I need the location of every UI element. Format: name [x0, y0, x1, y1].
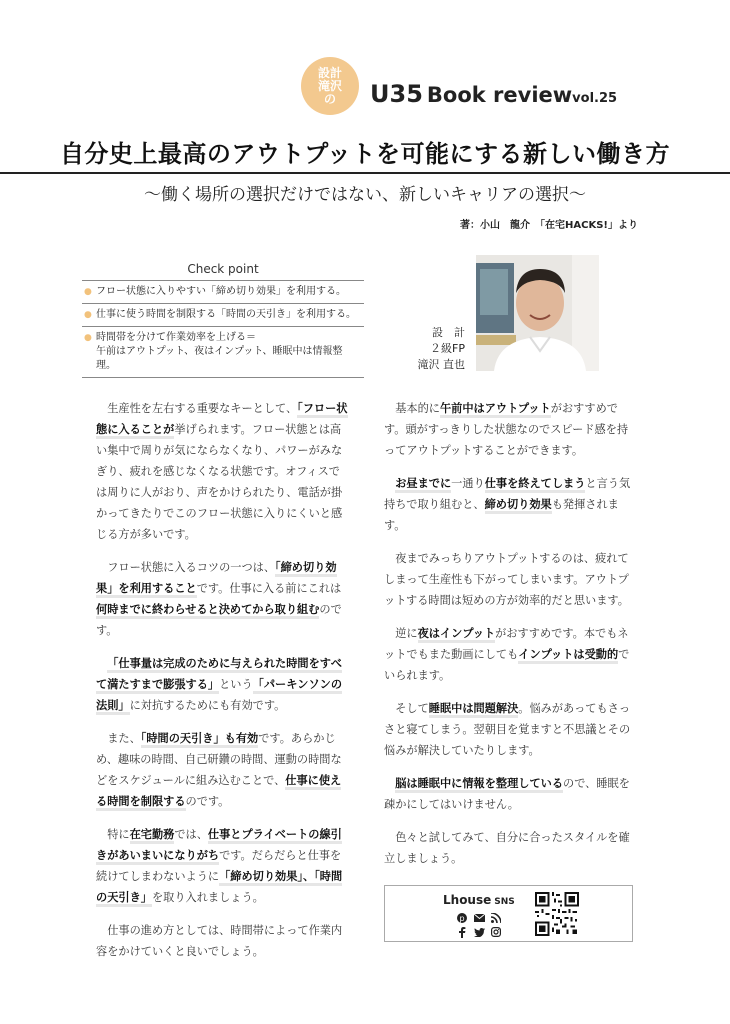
body-right-column	[384, 398, 636, 881]
body-left-column	[96, 398, 348, 974]
checkpoint-item-text: 時間帯を分けて作業効率を上げる＝	[96, 332, 256, 343]
author-name: 滝沢 直也	[417, 358, 465, 371]
svg-text:p: p	[459, 914, 465, 923]
pinterest-icon[interactable]	[455, 911, 469, 925]
checkpoint-item	[82, 304, 364, 327]
source-credit: 著：小山 龍介 「在宅HACKS!」より	[460, 220, 638, 231]
author-portrait-icon	[476, 255, 599, 371]
paragraph: お昼までに一通り仕事を終えてしまうと言う気持ちで取り組むと、締め切り効果も発揮されます。	[384, 477, 631, 532]
author-photo	[476, 255, 599, 371]
checkpoint-item-text: フロー状態に入りやすい「締め切り効果」を利用する。	[96, 286, 346, 297]
mail-icon[interactable]	[472, 911, 486, 925]
checkpoint-item	[82, 281, 364, 304]
author-role: 設 計	[432, 326, 465, 339]
paragraph: 夜までみっちりアウトプットするのは、疲れてしまって生産性も下がってしまいます。アウトプットする時間は短めの方が効率的だと思います。	[384, 552, 629, 607]
qr-code-icon[interactable]	[535, 892, 579, 936]
badge-line: 滝沢	[317, 78, 342, 93]
author-info	[415, 325, 465, 373]
paragraph: 「仕事量は完成のために与えられた時間をすべて満たすまで膨張する」という「パーキンソンの法則」に対抗するためにも有効です。	[96, 653, 348, 716]
sns-box	[384, 885, 633, 942]
author-qualification: ２級FP	[430, 342, 465, 355]
checkpoint-item	[82, 327, 364, 378]
paragraph: また、「時間の天引き」も有効です。あらかじめ、趣味の時間、自己研鑽の時間、運動の時間などをスケジュールに組み込むことで、仕事に使える時間を制限するのです。	[96, 728, 348, 812]
article-title: 自分史上最高のアウトプットを可能にする新しい働き方	[59, 140, 671, 168]
sns-icons	[455, 911, 503, 939]
paragraph: 基本的に午前中はアウトプットがおすすめです。頭がすっきりした状態なのでスピード感を持ってアウトプットすることができます。	[384, 402, 629, 457]
badge-line: 設計	[317, 65, 342, 80]
sns-title	[443, 893, 515, 907]
paragraph: そして睡眠中は問題解決。悩みがあってもさっさと寝てしまう。翌朝目を覚ますと不思議とその悩みが解決していたりします。	[384, 702, 631, 757]
paragraph: フロー状態に入るコツの一つは、「締め切り効果」を利用することです。仕事に入る前にこれは何時までに終わらせると決めてから取り組むのです。	[96, 561, 342, 637]
checkpoint-title: Check point	[187, 262, 259, 276]
rss-icon[interactable]	[489, 911, 503, 925]
paragraph: 色々と試してみて、自分に合ったスタイルを確立しましょう。	[384, 831, 630, 865]
instagram-icon[interactable]	[489, 925, 503, 939]
paragraph: 脳は睡眠中に情報を整理しているので、睡眠を疎かにしてはいけません。	[384, 777, 630, 811]
series-u35: U35	[370, 80, 423, 108]
series-volume: vol.25	[572, 91, 618, 106]
twitter-icon[interactable]	[472, 925, 486, 939]
paragraph: 生産性を左右する重要なキーとして、「フロー状態に入ることが挙げられます。フロー状態とは高い集中で周りが気にならなくなり、パワーがみなぎり、疲れを感じなくなる状態です。オフィスでは周りに人がおり、声をかけられたり、電話が掛かってきたりでこのフロー状態に入りにくいと感じる方が多いです。	[96, 402, 348, 541]
paragraph: 仕事の進め方としては、時間帯によって作業内容をかけていくと良いでしょう。	[96, 924, 343, 958]
series-title	[370, 80, 617, 108]
badge-line: の	[323, 91, 336, 106]
paragraph: 特に在宅勤務では、仕事とプライベートの線引きがあいまいになりがちです。だらだらと仕事を続けてしまわないように「締め切り効果」、「時間の天引き」を取り入れましょう。	[96, 824, 348, 908]
sns-label: SNS	[494, 897, 515, 907]
series-book-review: Book review	[426, 83, 573, 107]
title-divider	[0, 172, 730, 174]
sns-brand: Lhouse	[443, 893, 492, 907]
checkpoint-list	[82, 280, 364, 378]
series-badge	[301, 57, 359, 115]
paragraph: 逆に夜はインプットがおすすめです。本でもネットでもまた動画にしてもインプットは受動的でいられます。	[384, 627, 630, 682]
checkpoint-item-text: 仕事に使う時間を制限する「時間の天引き」を利用する。	[96, 309, 356, 320]
article-subtitle: 〜働く場所の選択だけではない、新しいキャリアの選択〜	[144, 185, 586, 205]
facebook-icon[interactable]	[455, 925, 469, 939]
checkpoint-item-text-line2: 午前はアウトプット、夜はインプット、睡眠中は情報整理。	[96, 346, 343, 371]
